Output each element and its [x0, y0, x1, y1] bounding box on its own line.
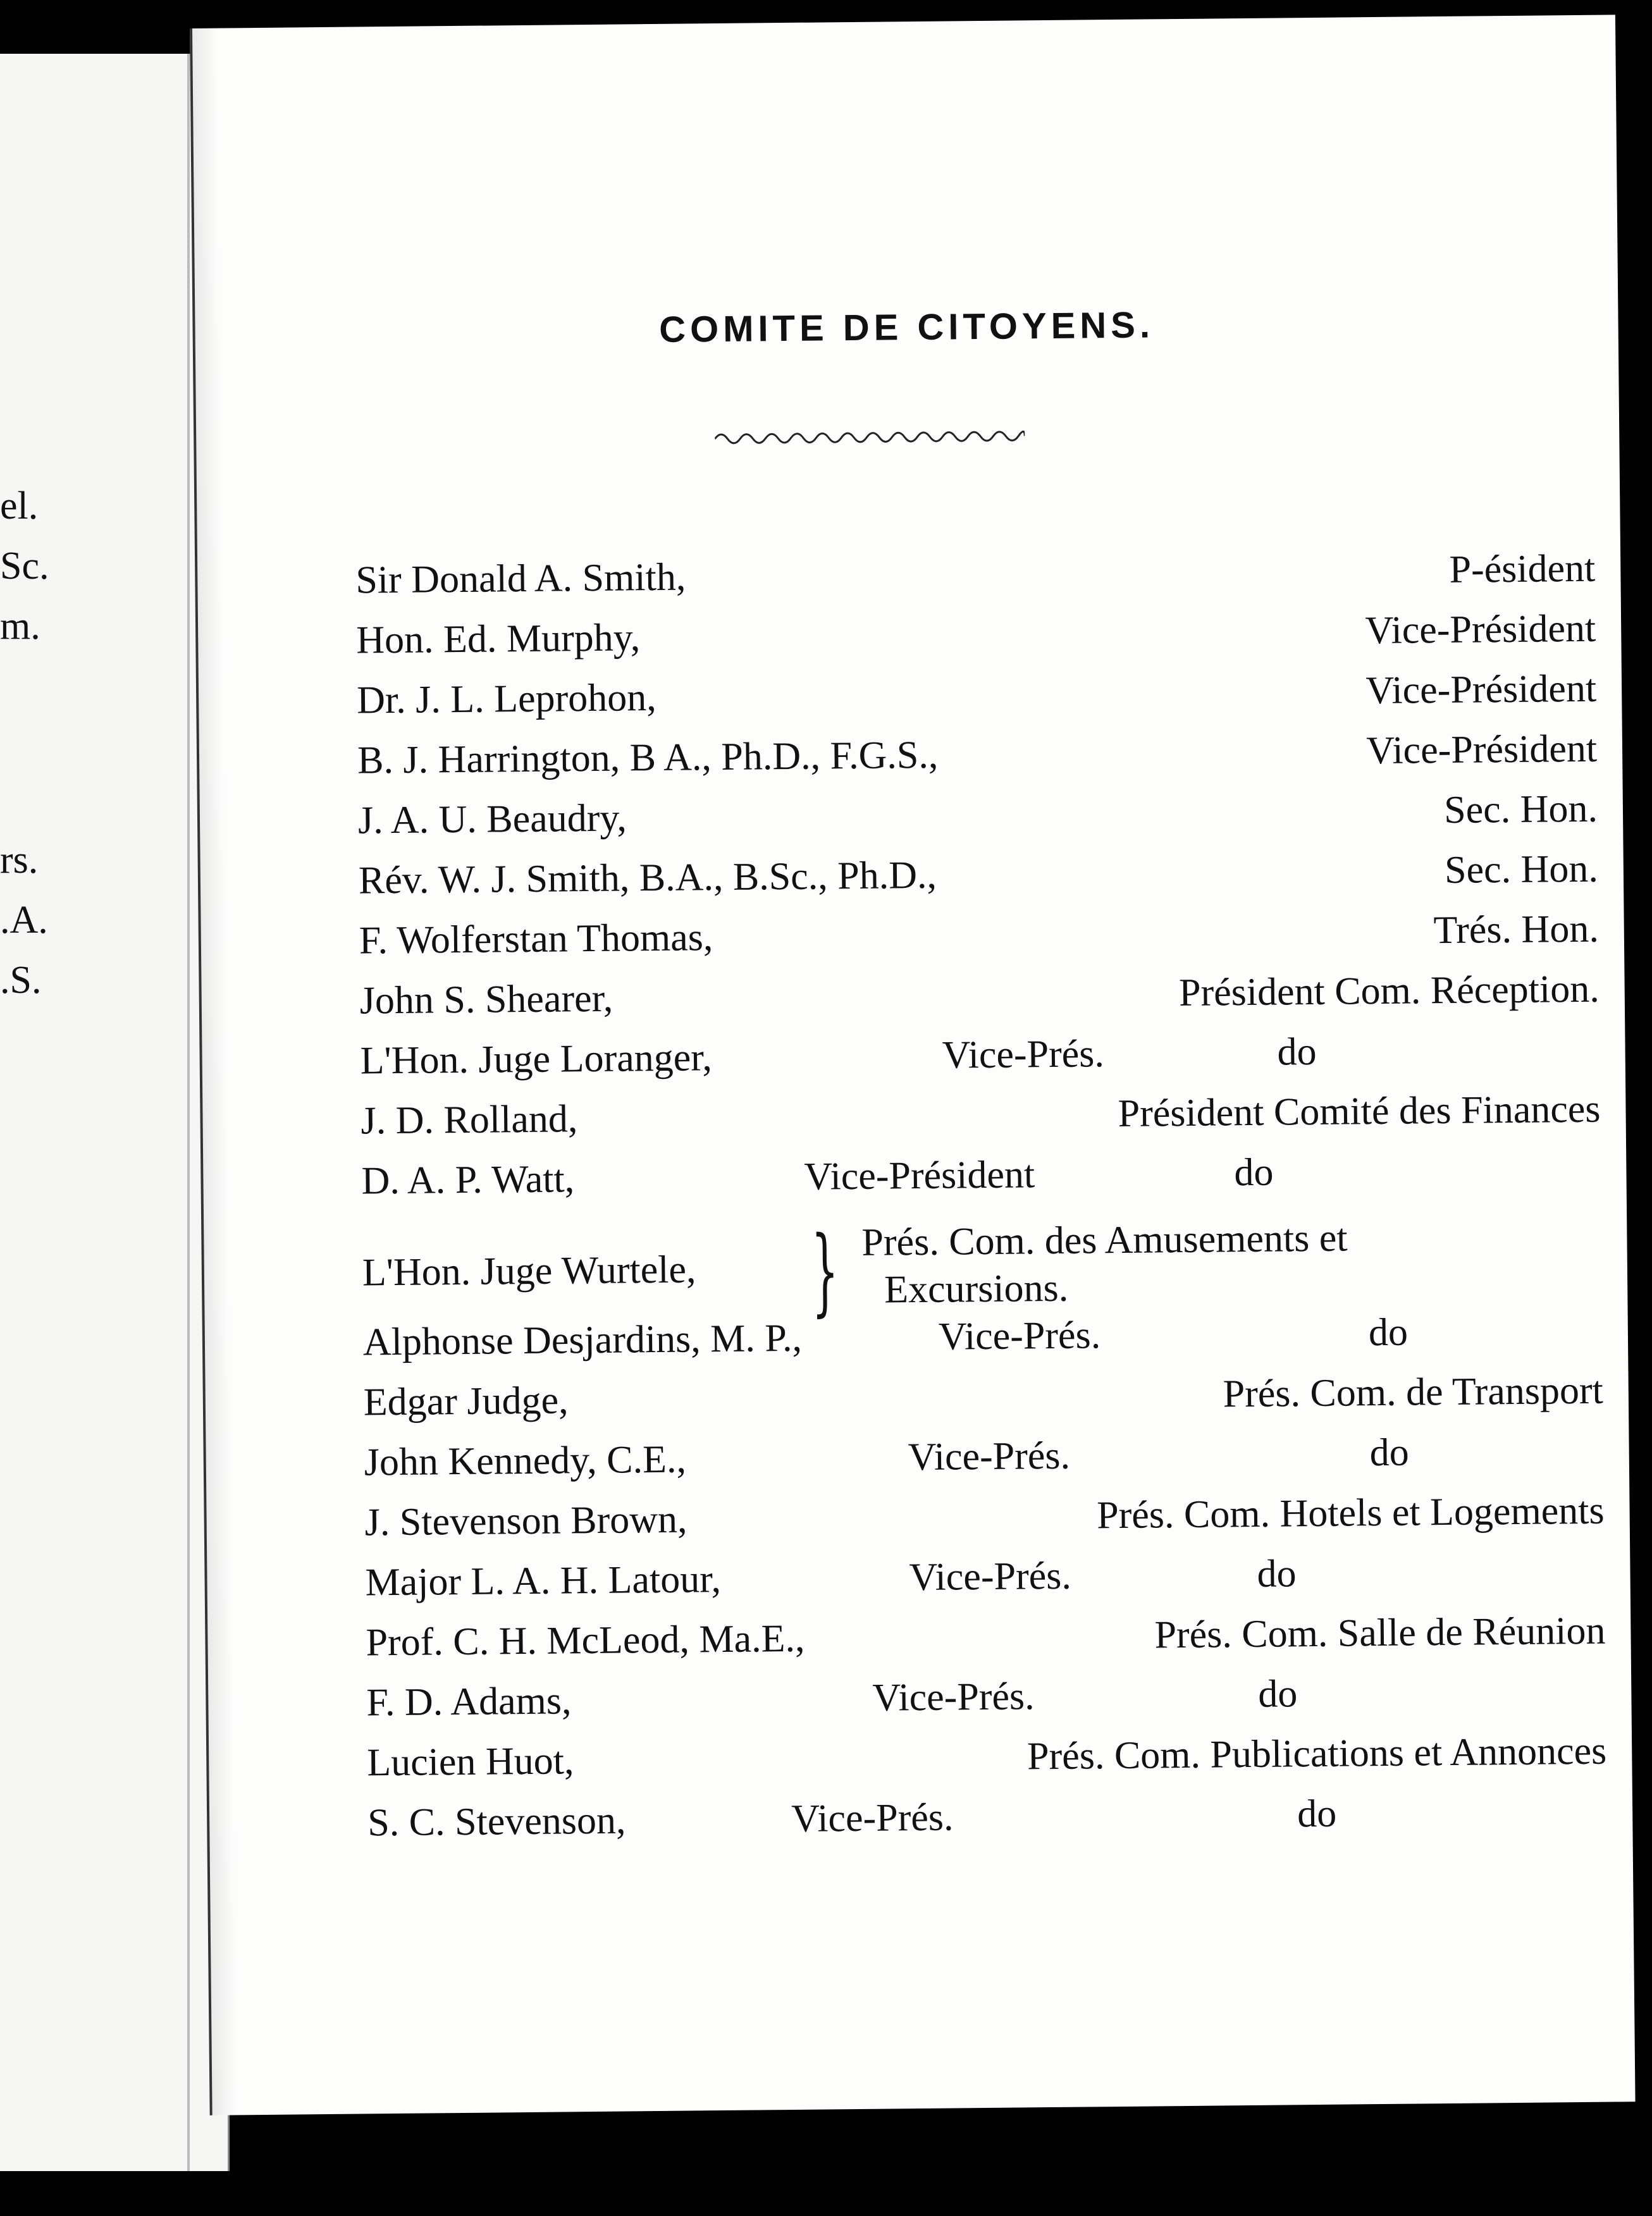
member-name: J. D. Rolland, — [361, 1097, 578, 1143]
member-name: Rév. W. J. Smith, B.A., B.Sc., Ph.D., — [358, 853, 937, 902]
ditto-mark: do — [1297, 1792, 1337, 1836]
document-page — [190, 15, 1636, 2115]
member-name: F. D. Adams, — [366, 1679, 572, 1725]
member-name: S. C. Stevenson, — [367, 1799, 626, 1845]
member-name: John S. Shearer, — [359, 976, 613, 1023]
member-role: Vice-Prés. — [942, 1032, 1105, 1077]
member-name: L'Hon. Juge Loranger, — [360, 1036, 713, 1083]
left-fragment: el. — [0, 484, 39, 527]
member-name: Edgar Judge, — [363, 1379, 569, 1424]
left-fragment: .S. — [0, 959, 42, 1002]
member-name: Prof. C. H. McLeod, Ma.E., — [366, 1616, 805, 1665]
member-row — [209, 1785, 1633, 1862]
member-name: Sir Donald A. Smith, — [355, 555, 686, 602]
wavy-ornament — [715, 422, 1025, 448]
member-role: Vice-Président — [1366, 727, 1598, 773]
member-role: Prés. Com. de Transport — [1223, 1369, 1604, 1416]
left-fragment: rs. — [0, 839, 39, 882]
member-role: Vice-Président — [1365, 606, 1596, 653]
ditto-mark: do — [1257, 1552, 1297, 1596]
ditto-mark: do — [1368, 1310, 1409, 1355]
member-name: John Kennedy, C.E., — [364, 1437, 687, 1484]
member-name: Dr. J. L. Leprohon, — [356, 675, 657, 722]
member-role: Sec. Hon. — [1443, 787, 1598, 832]
member-name: D. A. P. Watt, — [361, 1157, 575, 1203]
member-name: B. J. Harrington, B A., Ph.D., F.G.S., — [357, 733, 939, 782]
member-name: Alphonse Desjardins, M. P., — [362, 1316, 803, 1364]
member-row — [204, 1216, 1627, 1327]
member-role: Trés. Hon. — [1433, 907, 1600, 952]
left-fragment: .A. — [0, 899, 48, 942]
page-title: COMITE DE CITOYENS. — [658, 304, 1155, 350]
member-row — [203, 1143, 1627, 1221]
ditto-mark: do — [1258, 1672, 1298, 1716]
page-spine — [187, 54, 190, 2171]
member-role-continued: Excursions. — [884, 1266, 1069, 1312]
member-role: Prés. Com. des Amusements et — [861, 1216, 1348, 1264]
ditto-mark: do — [1277, 1030, 1317, 1074]
member-role: Vice-Prés. — [908, 1434, 1071, 1479]
member-name: Major L. A. H. Latour, — [365, 1558, 722, 1604]
member-name: J. A. U. Beaudry, — [357, 796, 627, 842]
member-role: Vice-Président — [804, 1153, 1035, 1198]
left-fragment: m. — [0, 605, 40, 648]
member-role: Prés. Com. Salle de Réunion — [1154, 1609, 1606, 1657]
member-role: Vice-Prés. — [938, 1314, 1101, 1358]
member-name: L'Hon. Juge Wurtele, — [362, 1248, 696, 1295]
member-role: Sec. Hon. — [1444, 847, 1599, 892]
member-role: Président Com. Réception. — [1178, 967, 1600, 1015]
member-role: Prés. Com. Hotels et Logements — [1096, 1489, 1605, 1537]
member-role: Vice-Président — [1365, 667, 1597, 713]
member-role: Vice-Prés. — [909, 1554, 1072, 1599]
member-role: P‐ésident — [1449, 546, 1596, 591]
member-role: Président Comité des Finances — [1118, 1087, 1601, 1135]
member-name: F. Wolferstan Thomas, — [359, 916, 713, 963]
member-name: Hon. Ed. Murphy, — [355, 616, 641, 662]
member-name: Lucien Huot, — [367, 1739, 574, 1785]
member-name: J. Stevenson Brown, — [364, 1498, 687, 1544]
member-role: Vice-Prés. — [791, 1795, 954, 1840]
member-role: Vice-Prés. — [872, 1675, 1035, 1720]
ditto-mark: do — [1234, 1150, 1274, 1195]
left-fragment: Sc. — [0, 545, 49, 588]
ditto-mark: do — [1369, 1431, 1410, 1475]
member-role: Prés. Com. Publications et Annonces — [1026, 1729, 1607, 1778]
brace-glyph: } — [811, 1216, 839, 1327]
